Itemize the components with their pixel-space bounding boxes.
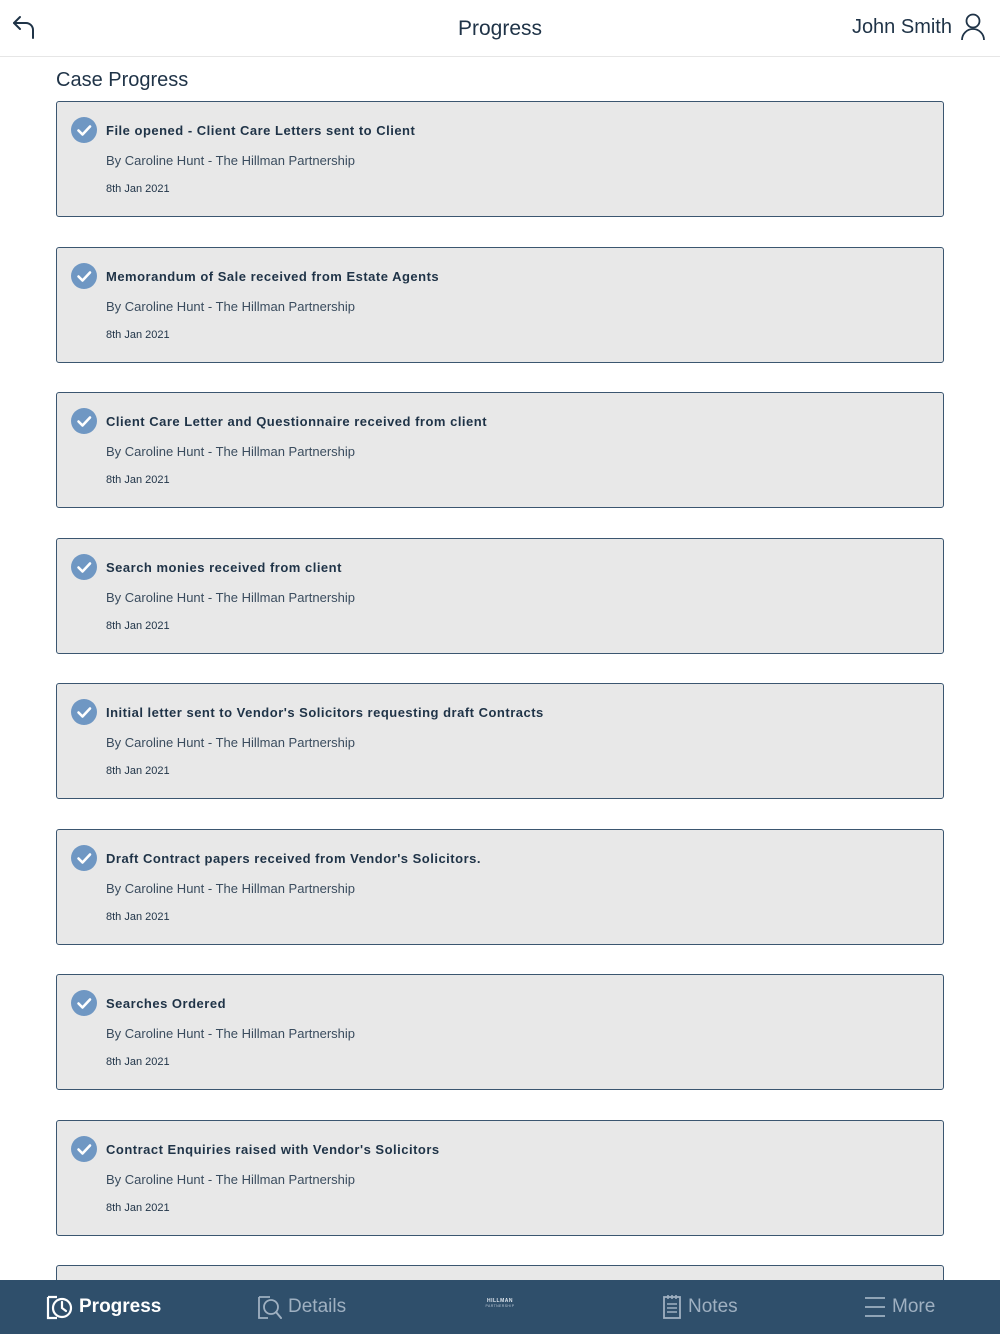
check-circle-icon [71,408,97,434]
tab-details-label: Details [288,1296,347,1317]
hillman-logo [470,1298,530,1316]
progress-date: 8th Jan 2021 [106,910,170,923]
tab-progress-label: Progress [79,1296,162,1317]
progress-title: Client Care Letter and Questionnaire received from client [106,414,488,429]
progress-date: 8th Jan 2021 [106,183,170,195]
progress-card[interactable] [56,392,944,508]
progress-title: Draft Contract papers received from Vendor's Solicitors. [106,850,481,866]
progress-title: Initial letter sent to Vendor's Solicitors requesting draft Contracts [106,705,544,720]
check-circle-icon [71,990,97,1016]
progress-author: By Caroline Hunt - The Hillman Partnership [106,153,356,168]
check-circle-icon [71,845,97,871]
tab-notes-label: Notes [688,1296,738,1317]
progress-title: File opened - Client Care Letters sent to Client [106,123,416,138]
section-title: Case Progress [56,69,189,91]
progress-author: By Caroline Hunt - The Hillman Partnership [106,298,356,314]
user-name: John Smith [851,15,952,38]
progress-author: By Caroline Hunt - The Hillman Partnership [106,735,356,750]
progress-card[interactable] [56,1265,944,1280]
menu-icon [864,1295,886,1319]
progress-title: Search monies received from client [106,559,342,575]
progress-title: Memorandum of Sale received from Estate Agents [106,268,440,284]
progress-title: Searches Ordered [106,996,227,1011]
tab-details[interactable] [256,1280,346,1334]
progress-card[interactable] [56,974,944,1090]
tab-notes[interactable] [662,1280,738,1334]
check-circle-icon [71,699,97,725]
progress-date: 8th Jan 2021 [106,474,170,486]
progress-card[interactable] [56,829,944,945]
details-search-icon [256,1293,282,1321]
progress-date: 8th Jan 2021 [106,619,170,632]
tab-more-label: More [892,1296,936,1317]
progress-clock-icon [43,1293,73,1321]
bottom-tab-bar [0,1280,1000,1334]
user-icon [960,13,986,41]
progress-date: 8th Jan 2021 [106,328,170,341]
logo-line2: PARTNERSHIP [485,1304,515,1308]
check-circle-icon [71,263,97,289]
progress-author: By Caroline Hunt - The Hillman Partnership [106,589,356,605]
progress-author: By Caroline Hunt - The Hillman Partnership [106,1026,356,1041]
logo-line1: HILLMAN [487,1298,513,1304]
progress-list [56,101,944,1280]
progress-date: 8th Jan 2021 [106,1201,170,1214]
progress-card[interactable] [56,538,944,654]
progress-author: By Caroline Hunt - The Hillman Partnership [106,880,356,896]
progress-card[interactable] [56,1120,944,1236]
page-title: Progress [457,17,543,40]
progress-date: 8th Jan 2021 [106,765,170,777]
progress-card[interactable] [56,683,944,799]
progress-title: Contract Enquiries raised with Vendor's Solicitors [106,1141,440,1157]
progress-card[interactable] [56,247,944,363]
progress-author: By Caroline Hunt - The Hillman Partnership [106,444,356,459]
check-circle-icon [71,1136,97,1162]
progress-author: By Caroline Hunt - The Hillman Partnership [106,1171,356,1187]
user-menu[interactable] [852,13,986,41]
check-circle-icon [71,554,97,580]
notes-icon [662,1294,682,1320]
tab-more[interactable] [864,1280,935,1334]
progress-content[interactable] [0,57,1000,1280]
check-circle-icon [71,117,97,143]
progress-date: 8th Jan 2021 [106,1056,170,1068]
progress-card[interactable] [56,101,944,217]
tab-progress[interactable] [43,1280,161,1334]
app-header [0,0,1000,57]
